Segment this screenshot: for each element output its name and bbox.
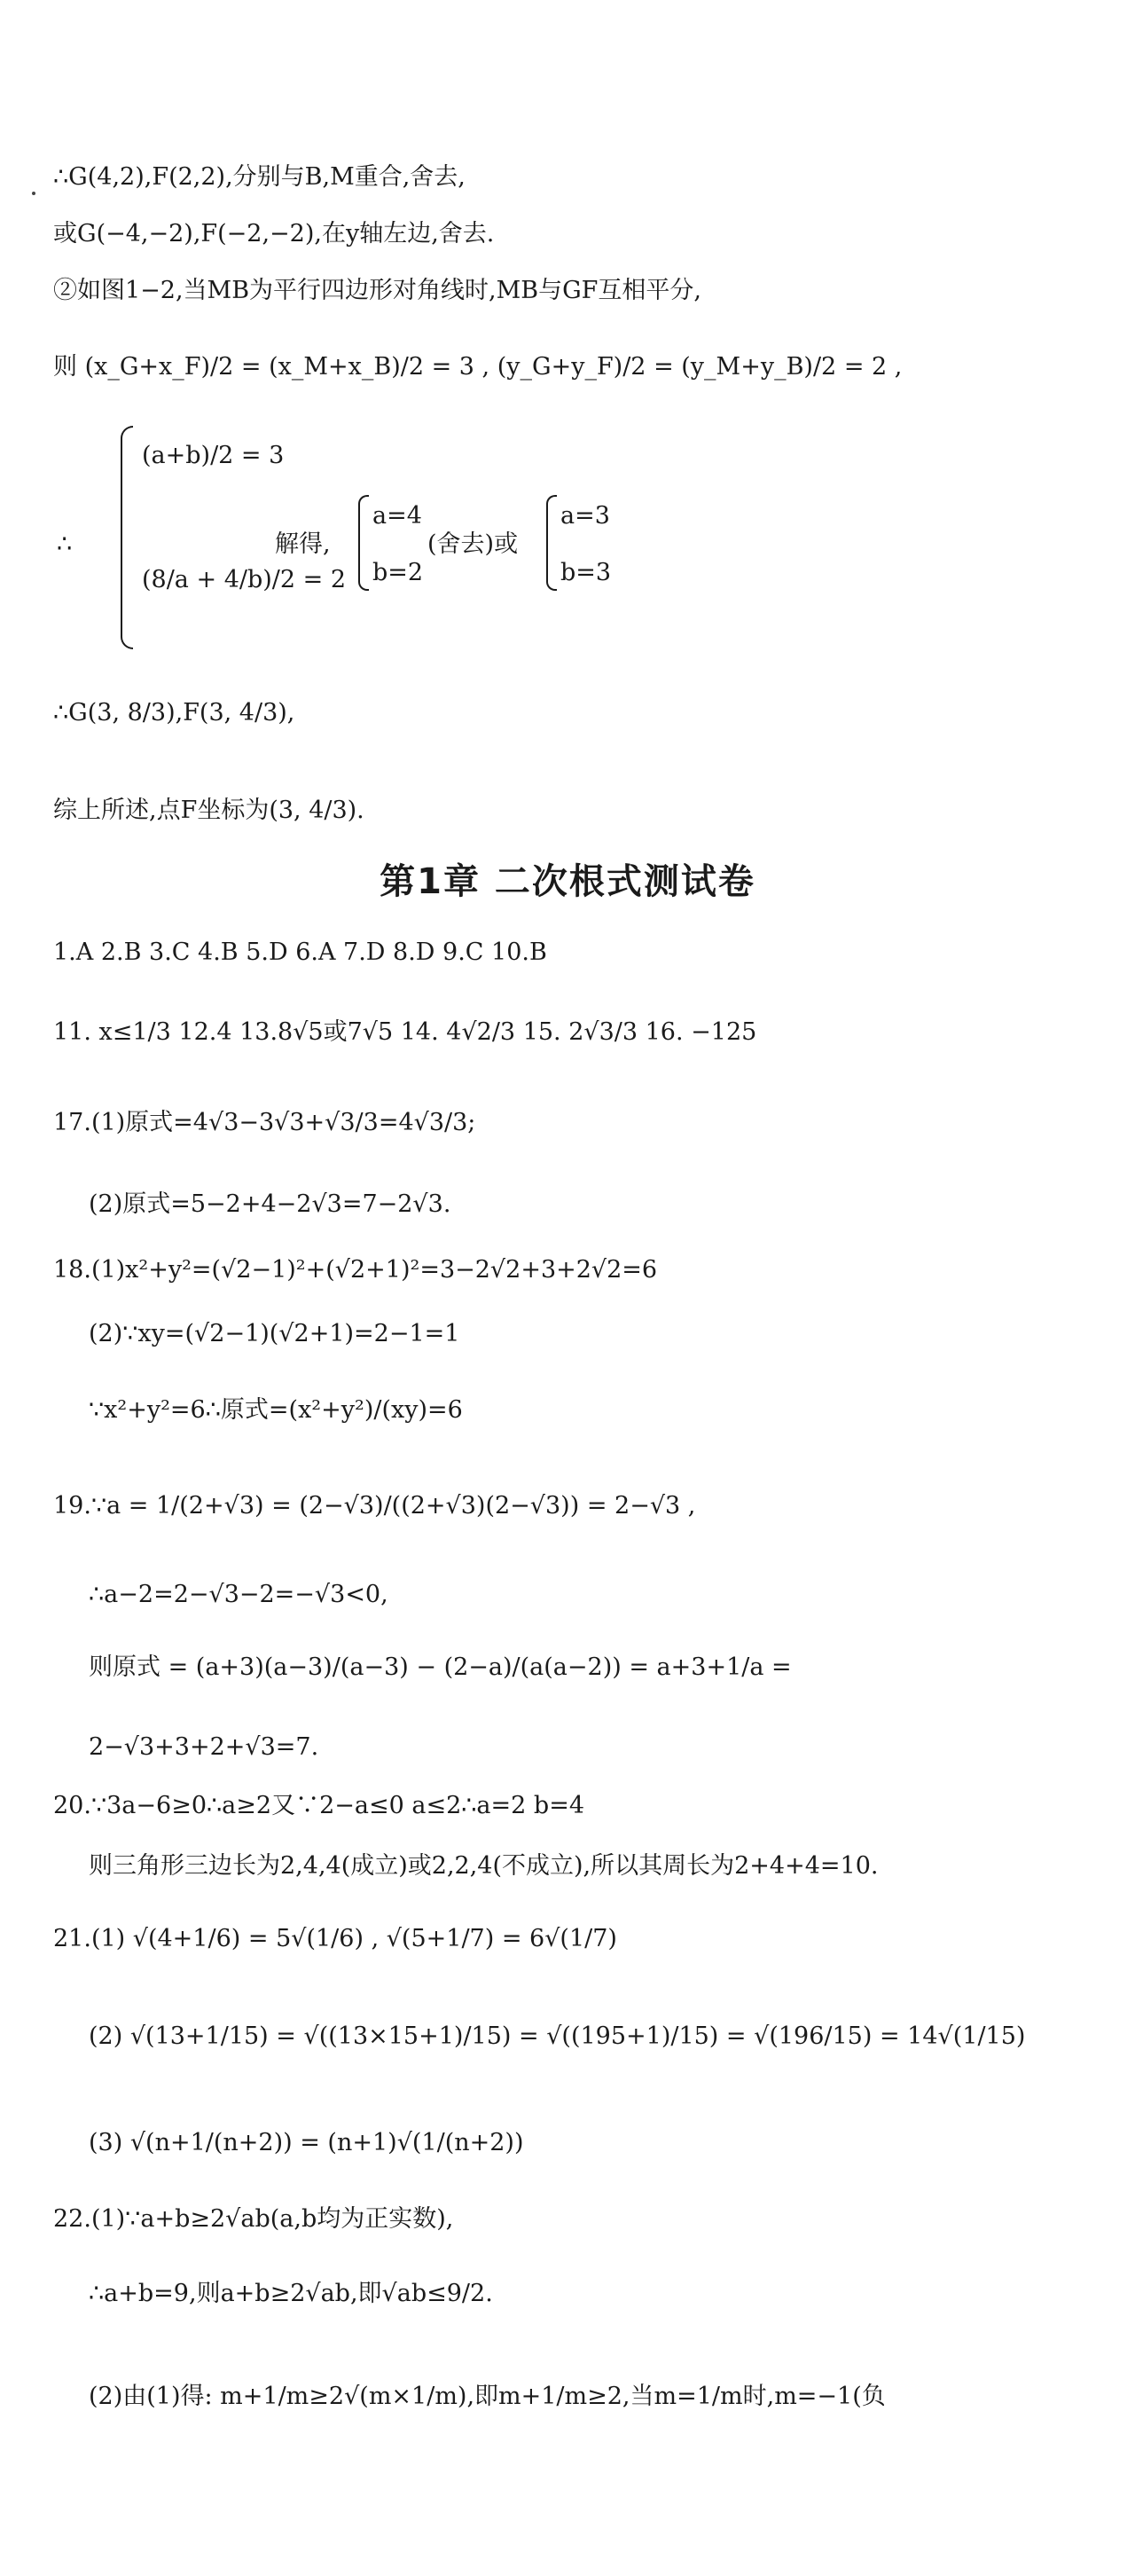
answer-22-3: (2)由(1)得: m+1/m≥2√(m×1/m),即m+1/m≥2,当m=1/m时,m=−1(负 xyxy=(89,2383,886,2410)
scan-speck xyxy=(32,192,35,195)
text-line-4: 则 (x_G+x_F)/2 = (x_M+x_B)/2 = 3 , (y_G+y_F)/2 = (y_M+y_B)/2 = 2 , xyxy=(53,353,903,381)
answer-19-3: 则原式 = (a+3)(a−3)/(a−3) − (2−a)/(a(a−2)) = a+3+1/a = xyxy=(89,1653,792,1681)
choice-answers: 1.A 2.B 3.C 4.B 5.D 6.A 7.D 8.D 9.C 10.B xyxy=(53,939,547,966)
answer-21-1: 21.(1) √(4+1/6) = 5√(1/6) , √(5+1/7) = 6√(1/7) xyxy=(53,1925,617,1952)
fill-answers: 11. x≤1/3 12.4 13.8√5或7√5 14. 4√2/3 15. 2√3/3 16. −125 xyxy=(53,1018,757,1046)
therefore-symbol: ∴ xyxy=(57,530,73,558)
text-line-1: ∴G(4,2),F(2,2),分别与B,M重合,舍去, xyxy=(53,163,466,191)
answer-20-2: 则三角形三边长为2,4,4(成立)或2,2,4(不成立),所以其周长为2+4+4=10. xyxy=(89,1852,879,1880)
text-line-coords: ∴G(3, 8/3),F(3, 4/3), xyxy=(53,699,295,726)
answer-20-1: 20.∵3a−6≥0∴a≥2又∵2−a≤0 a≤2∴a=2 b=4 xyxy=(53,1792,584,1819)
answer-17-2: (2)原式=5−2+4−2√3=7−2√3. xyxy=(89,1190,451,1218)
answer-21-2: (2) √(13+1/15) = √((13×15+1)/15) = √((195+1)/15) = √(196/15) = 14√(1/15) xyxy=(89,2022,1026,2050)
answer-22-1: 22.(1)∵a+b≥2√ab(a,b均为正实数), xyxy=(53,2205,454,2233)
answer-18-2: (2)∵xy=(√2−1)(√2+1)=2−1=1 xyxy=(89,1320,460,1347)
answer-18-3: ∵x²+y²=6∴原式=(x²+y²)/(xy)=6 xyxy=(89,1396,463,1424)
answer-19-1: 19.∵a = 1/(2+√3) = (2−√3)/((2+√3)(2−√3)) = 2−√3 , xyxy=(53,1492,696,1520)
text-line-summary: 综上所述,点F坐标为(3, 4/3). xyxy=(53,797,364,824)
text-line-3: ②如图1−2,当MB为平行四边形对角线时,MB与GF互相平分, xyxy=(53,277,702,304)
section-title: 第1章 二次根式测试卷 xyxy=(380,861,755,902)
answer-19-4: 2−√3+3+2+√3=7. xyxy=(89,1733,319,1761)
answer-22-2: ∴a+b=9,则a+b≥2√ab,即√ab≤9/2. xyxy=(89,2280,493,2307)
rejected-label: (舍去)或 xyxy=(427,530,519,558)
text-line-2: 或G(−4,−2),F(−2,−2),在y轴左边,舍去. xyxy=(53,220,495,247)
solution-2-a: a=3 xyxy=(560,502,610,530)
answer-18-1: 18.(1)x²+y²=(√2−1)²+(√2+1)²=3−2√2+3+2√2=6 xyxy=(53,1256,658,1284)
solution-1-b: b=2 xyxy=(372,559,424,586)
answer-17-1: 17.(1)原式=4√3−3√3+√3/3=4√3/3; xyxy=(53,1109,476,1136)
system-brace-left xyxy=(121,426,133,649)
solution-brace-1 xyxy=(358,495,369,591)
system-eq-1: (a+b)/2 = 3 xyxy=(142,442,285,469)
solve-label: 解得, xyxy=(275,530,331,558)
answer-21-3: (3) √(n+1/(n+2)) = (n+1)√(1/(n+2)) xyxy=(89,2129,524,2156)
solution-2-b: b=3 xyxy=(560,559,612,586)
system-eq-2: (8/a + 4/b)/2 = 2 xyxy=(142,566,347,593)
solution-1-a: a=4 xyxy=(372,502,422,530)
solution-brace-2 xyxy=(546,495,557,591)
answer-19-2: ∴a−2=2−√3−2=−√3<0, xyxy=(89,1581,388,1608)
